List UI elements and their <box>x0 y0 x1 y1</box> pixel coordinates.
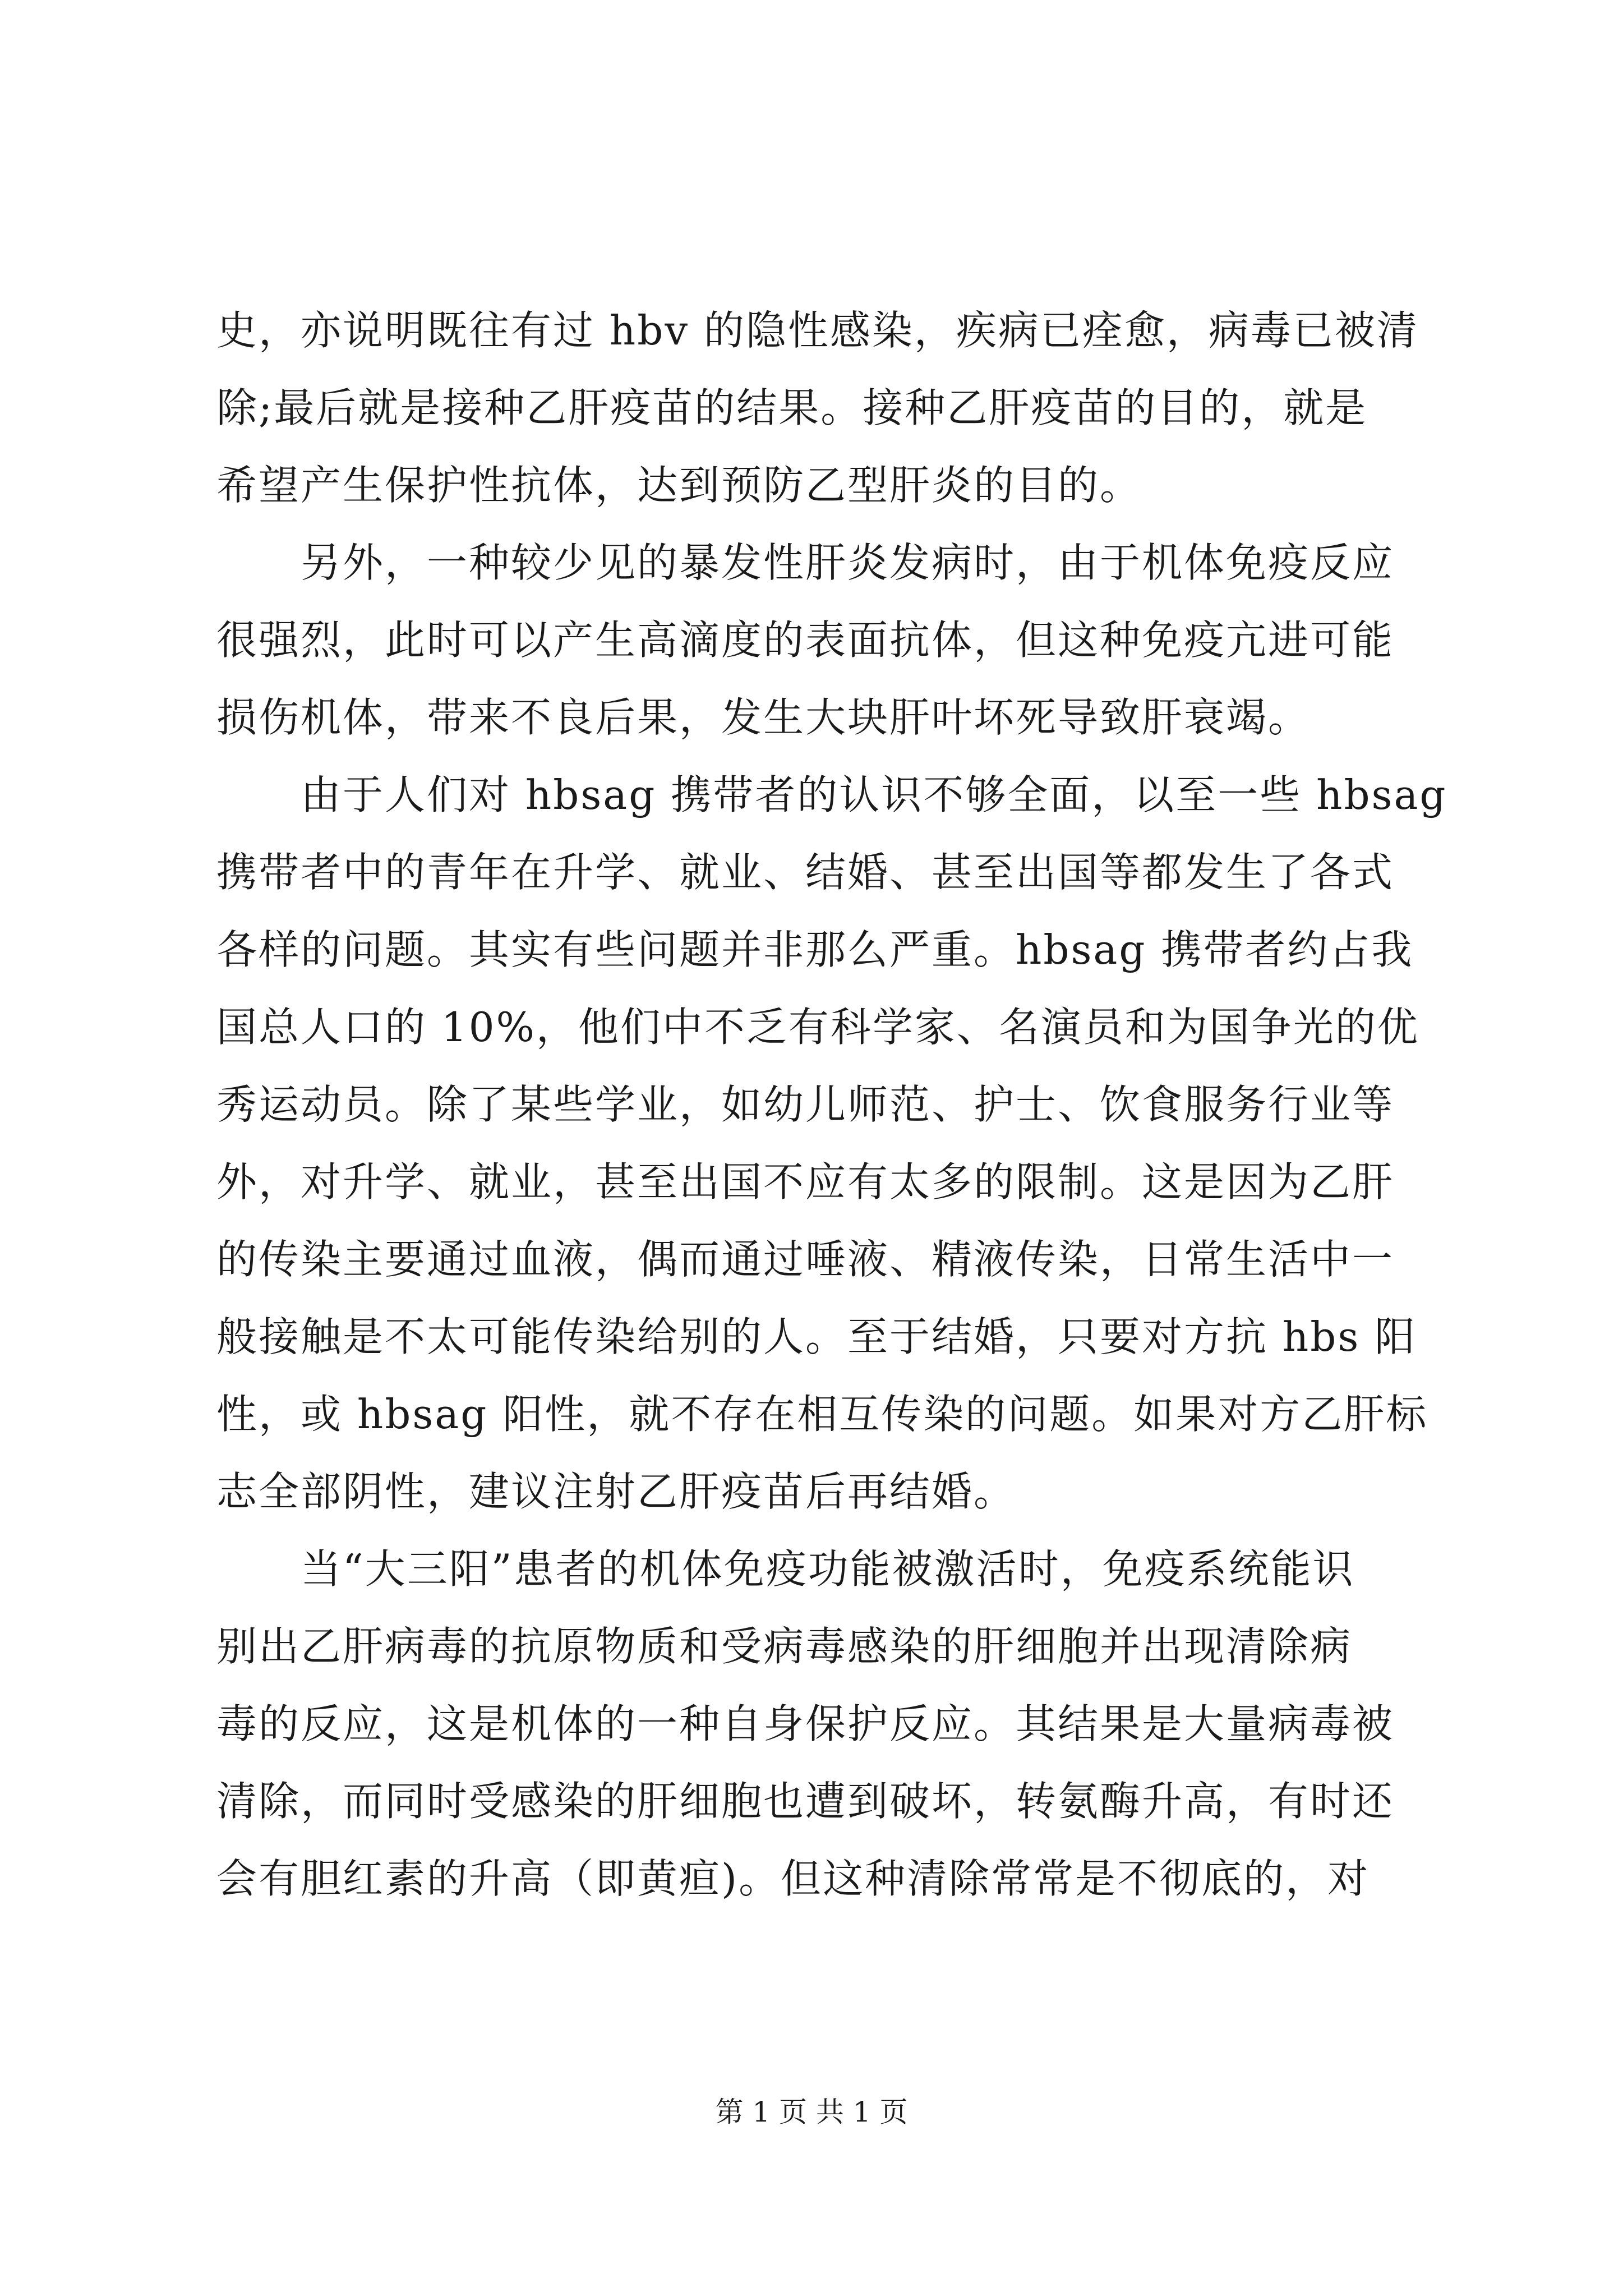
text-line: 秀运动员。除了某些学业，如幼儿师范、护士、饮食服务行业等 <box>216 1081 1395 1128</box>
text-line: 除;最后就是接种乙肝疫苗的结果。接种乙肝疫苗的目的，就是 <box>216 384 1368 431</box>
text-line: 希望产生保护性抗体，达到预防乙型肝炎的目的。 <box>216 462 1142 509</box>
text-line: 携带者中的青年在升学、就业、结婚、甚至出国等都发生了各式 <box>216 849 1395 896</box>
text-line: 很强烈，此时可以产生高滴度的表面抗体，但这种免疫亢进可能 <box>216 616 1395 664</box>
text-line: 志全部阴性，建议注射乙肝疫苗后再结婚。 <box>216 1468 1016 1515</box>
text-line: 损伤机体，带来不良后果，发生大块肝叶坏死导致肝衰竭。 <box>216 694 1311 741</box>
text-line: 性，或 hbsag 阳性，就不存在相互传染的问题。如果对方乙肝标 <box>216 1391 1428 1438</box>
page-footer: 第 1 页 共 1 页 <box>715 2096 908 2128</box>
text-line: 般接触是不太可能传染给别的人。至于结婚，只要对方抗 hbs 阳 <box>216 1313 1417 1360</box>
text-line: 另外，一种较少见的暴发性肝炎发病时，由于机体免疫反应 <box>216 539 1395 586</box>
text-line: 各样的问题。其实有些问题并非那么严重。hbsag 携带者约占我 <box>216 926 1414 973</box>
text-line: 别出乙肝病毒的抗原物质和受病毒感染的肝细胞并出现清除病 <box>216 1623 1353 1670</box>
text-line: 史，亦说明既往有过 hbv 的隐性感染，疾病已痊愈，病毒已被清 <box>216 307 1419 354</box>
body-text <box>216 292 1447 1917</box>
text-line: 国总人口的 10%，他们中不乏有科学家、名演员和为国争光的优 <box>216 1004 1419 1051</box>
text-line: 毒的反应，这是机体的一种自身保护反应。其结果是大量病毒被 <box>216 1700 1395 1747</box>
text-line: 由于人们对 hbsag 携带者的认识不够全面，以至一些 hbsag <box>216 771 1447 818</box>
text-line: 的传染主要通过血液，偶而通过唾液、精液传染，日常生活中一 <box>216 1236 1395 1283</box>
text-line: 当“大三阳”患者的机体免疫功能被激活时，免疫系统能识 <box>216 1545 1355 1593</box>
text-line: 会有胆红素的升高（即黄疸)。但这种清除常常是不彻底的，对 <box>216 1855 1370 1902</box>
text-line: 清除，而同时受感染的肝细胞也遭到破坏，转氨酶升高，有时还 <box>216 1778 1395 1825</box>
text-line: 外，对升学、就业，甚至出国不应有太多的限制。这是因为乙肝 <box>216 1158 1395 1205</box>
